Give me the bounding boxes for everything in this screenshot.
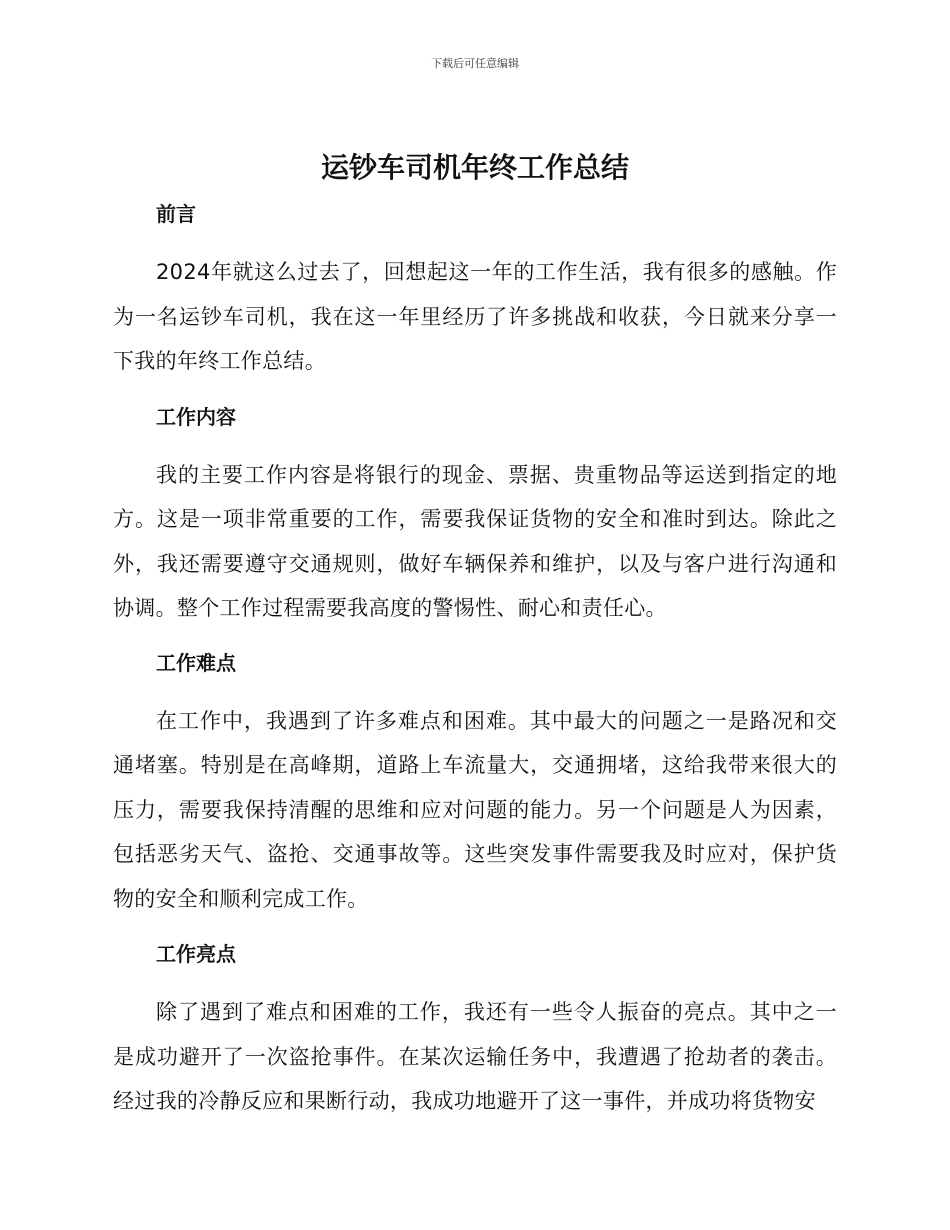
- section-heading-highlights: 工作亮点: [156, 942, 236, 966]
- section-heading-work-content: 工作内容: [156, 404, 236, 429]
- section-heading-difficulties: 工作难点: [156, 650, 236, 675]
- section-heading-preface: 前言: [156, 202, 196, 226]
- document-title: 运钞车司机年终工作总结: [320, 151, 629, 184]
- document-body: [113, 199, 837, 1124]
- section-body-preface: 2024年就这么过去了，回想起这一年的工作生活，我有很多的感触。作为一名运钞车司机，我在这一年里经历了许多挑战和收获，今日就来分享一下我的年终工作总结。: [113, 260, 837, 373]
- section-body-difficulties: 在工作中，我遇到了许多难点和困难。其中最大的问题之一是路况和交通堵塞。特别是在高峰期，道路上车流量大，交通拥堵，这给我带来很大的压力，需要我保持清醒的思维和应对问题的能力。另一个问题是人为因素，包括恶劣天气、盗抢、交通事故等。这些突发事件需要我及时应对，保护货物的安全和顺利完成工作。: [113, 708, 837, 911]
- header-note: 下载后可任意编辑: [431, 57, 519, 70]
- section-body-work-content: 我的主要工作内容是将银行的现金、票据、贵重物品等运送到指定的地方。这是一项非常重要的工作，需要我保证货物的安全和准时到达。除此之外，我还需要遵守交通规则，做好车辆保养和维护，以及与客户进行沟通和协调。整个工作过程需要我高度的警惕性、耐心和责任心。: [113, 462, 837, 620]
- section-body-highlights: 除了遇到了难点和困难的工作，我还有一些令人振奋的亮点。其中之一是成功避开了一次盗抢事件。在某次运输任务中，我遭遇了抢劫者的袭击。经过我的冷静反应和果断行动，我成功地避开了这一事件，并成功将货物安: [113, 1000, 837, 1113]
